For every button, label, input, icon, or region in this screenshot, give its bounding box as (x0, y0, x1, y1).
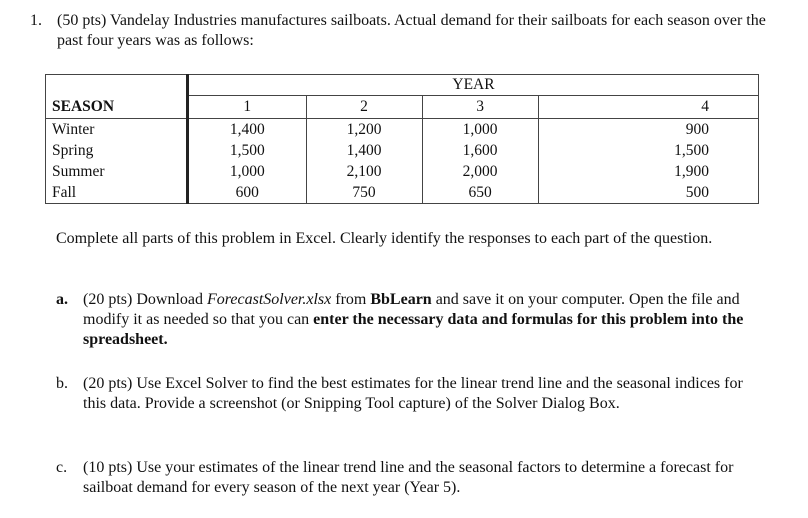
year-header: 3 (422, 96, 538, 119)
year-header: 2 (306, 96, 422, 119)
demand-cell: 1,900 (538, 161, 758, 182)
year-header: 4 (538, 96, 758, 119)
part-c (56, 458, 756, 498)
demand-cell: 500 (538, 182, 758, 204)
demand-cell: 2,100 (306, 161, 422, 182)
table-year-row (46, 75, 759, 96)
demand-cell: 750 (306, 182, 422, 204)
part-c-text: (10 pts) Use your estimates of the linear trend line and the seasonal factors to determine a forecast for sailboat demand for every season of the next year (Year 5). (83, 459, 734, 496)
part-a (56, 290, 756, 350)
part-a-emphasis: enter the necessary data and formulas for this problem into the spreadsheet. (83, 311, 744, 348)
instructions-paragraph: Complete all parts of this problem in Excel. Clearly identify the responses to each part of the question. (56, 230, 713, 247)
part-a-text-2: from (331, 291, 371, 308)
table-row (46, 140, 759, 161)
table-row (46, 119, 759, 141)
question-header (30, 11, 770, 51)
part-a-text-3: and save it on your computer. Open the file and modify it as needed so that you can (83, 291, 740, 328)
part-c-marker: c. (56, 459, 68, 476)
part-b (56, 374, 756, 414)
question-number: 1. (30, 12, 42, 29)
part-b-text: (20 pts) Use Excel Solver to find the best estimates for the linear trend line and the seasonal indices for this data. Provide a screenshot (or Snipping Tool capture) of the Solver Dialog Box. (83, 375, 743, 412)
demand-cell: 600 (188, 182, 307, 204)
demand-cell: 1,500 (538, 140, 758, 161)
demand-cell: 1,600 (422, 140, 538, 161)
demand-cell: 2,000 (422, 161, 538, 182)
question-text: (50 pts) Vandelay Industries manufactures sailboats. Actual demand for their sailboats for each season over the past four years was as follows: (57, 12, 766, 49)
table-corner-cell (46, 75, 188, 96)
demand-cell: 1,000 (188, 161, 307, 182)
demand-cell: 1,200 (306, 119, 422, 141)
filename: ForecastSolver.xlsx (206, 291, 332, 308)
demand-cell: 1,000 (422, 119, 538, 141)
part-a-marker: a. (56, 291, 68, 308)
demand-cell: 1,400 (188, 119, 307, 141)
season-header: SEASON (46, 96, 188, 119)
season-cell: Fall (46, 182, 188, 204)
demand-cell: 1,400 (306, 140, 422, 161)
demand-cell: 900 (538, 119, 758, 141)
year-header: 1 (188, 96, 307, 119)
part-a-text (83, 290, 756, 350)
demand-cell: 650 (422, 182, 538, 204)
season-cell: Summer (46, 161, 188, 182)
table-header-row (46, 96, 759, 119)
season-cell: Winter (46, 119, 188, 141)
table-row (46, 161, 759, 182)
season-cell: Spring (46, 140, 188, 161)
part-b-marker: b. (56, 375, 68, 392)
year-group-header: YEAR (188, 75, 759, 96)
part-a-text-1: (20 pts) Download (83, 291, 207, 308)
platform-name: BbLearn (370, 291, 432, 308)
demand-table (45, 74, 759, 204)
demand-cell: 1,500 (188, 140, 307, 161)
table-row (46, 182, 759, 204)
